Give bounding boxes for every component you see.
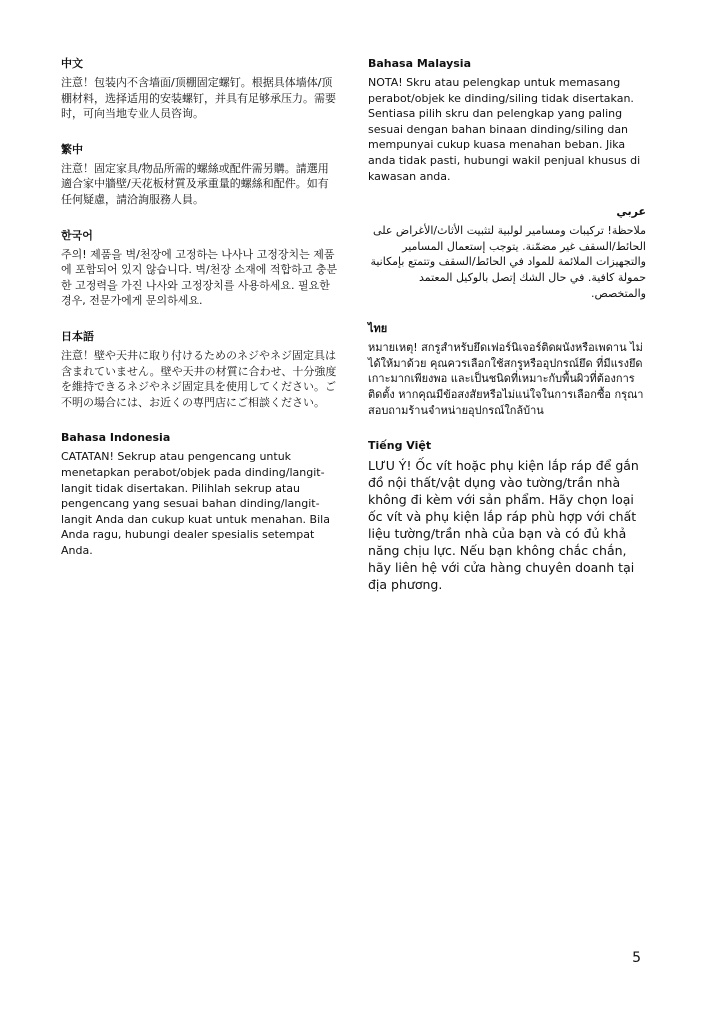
section-vietnamese (368, 438, 646, 593)
section-text: 注意！包装内不含墙面/顶棚固定螺钉。根据具体墙体/顶棚材料，选择适用的安装螺钉，并具有足够承压力。需要时，可向当地专业人员咨询。 (61, 76, 336, 121)
section-text: 注意！固定家具/物品所需的螺絲或配件需另購。請選用適合家中牆壁/天花板材質及承重量的螺絲和配件。如有任何疑慮，請洽詢服務人員。 (61, 161, 329, 206)
section-heading: Bahasa Indonesia (61, 431, 171, 445)
section-heading: 繁中 (61, 142, 83, 156)
section-heading: Tiếng Việt (368, 439, 432, 453)
right-column (368, 56, 646, 613)
left-column (61, 56, 339, 578)
section-heading: عربي (616, 205, 646, 219)
section-chinese-simplified (61, 56, 339, 122)
section-text: CATATAN! Sekrup atau pengencang untuk menetapkan perabot/objek pada dinding/langit-langit tidak disertakan. Pilihlah sekrup atau pengencang yang sesuai bahan dinding/langit-langit Anda dan cukup kuat untuk menahan. Bila Anda ragu, hubungi dealer spesialis setempat Anda. (61, 450, 330, 557)
section-text: 注意！壁や天井に取り付けるためのネジやネジ固定具は含まれていません。壁や天井の材質に合わせ、十分強度を維持できるネジやネジ固定具を使用してください。ご不明の場合には、お近くの専門店にご相談ください。 (61, 348, 337, 409)
section-heading: ไทย (368, 322, 388, 336)
section-heading: 中文 (61, 57, 83, 70)
section-heading: 한국어 (61, 228, 93, 242)
page-number: 5 (632, 950, 641, 966)
section-text: NOTA! Skru atau pelengkap untuk memasang perabot/objek ke dinding/siling tidak disertakan. Sentiasa pilih skru dan pelengkap yang paling sesuai dengan bahan binaan dinding/siling dan mempunyai cukup kuasa menahan beban. Jika anda tidak pasti, hubungi wakil penjual khusus di kawasan anda. (368, 76, 641, 183)
section-thai (368, 321, 646, 418)
section-heading: Bahasa Malaysia (368, 57, 471, 70)
section-text: หมายเหตุ! สกรูสำหรับยึดเฟอร์นิเจอร์ติดผนังหรือเพดาน ไม่ได้ให้มาด้วย คุณควรเลือกใช้สกรูหรืออุปกรณ์ยึด ที่มีแรงยึดเกาะมากเพียงพอ และเป็นชนิดที่เหมาะกับพื้นผิวที่ต้องการติดตั้ง หากคุณมีข้อสงสัยหรือไม่แน่ใจในการเลือกซื้อ กรุณาสอบถามร้านจำหน่ายอุปกรณ์ใกล้บ้าน (368, 341, 644, 417)
section-text: 주의! 제품을 벽/천장에 고정하는 나사나 고정장치는 제품에 포함되어 있지 않습니다. 벽/천장 소재에 적합하고 충분한 고정력을 가진 나사와 고정장치를 사용하세요. 필요한 경우, 전문가에게 문의하세요. (61, 247, 338, 308)
section-malay (368, 56, 646, 184)
section-heading: 日本語 (61, 329, 94, 343)
section-korean (61, 228, 339, 309)
section-japanese (61, 329, 339, 410)
section-chinese-traditional (61, 142, 339, 208)
section-arabic (368, 204, 646, 301)
section-text: ملاحظة! تركيبات ومسامير لولبية لتثبيت الأثاث/الأغراض على الحائط/السقف غير مضمّنة. يتوجب إستعمال المسامير والتجهيزات الملائمة للمواد في الحائط/السقف وتتمتع بإمكانية حمولة كافية. في حال الشك إتصل بالوكيل المعتمد والمتخصص. (370, 224, 646, 300)
section-indonesian (61, 430, 339, 558)
section-text: LƯU Ý! Ốc vít hoặc phụ kiện lắp ráp để gắn đồ nội thất/vật dụng vào tường/trần nhà không đi kèm với sản phẩm. Hãy chọn loại ốc vít và phụ kiện lắp ráp phù hợp với chất liệu tường/trần nhà của bạn và có đủ khả năng chịu lực. Nếu bạn không chắc chắn, hãy liên hệ với cửa hàng chuyên doanh tại địa phương. (368, 458, 639, 593)
